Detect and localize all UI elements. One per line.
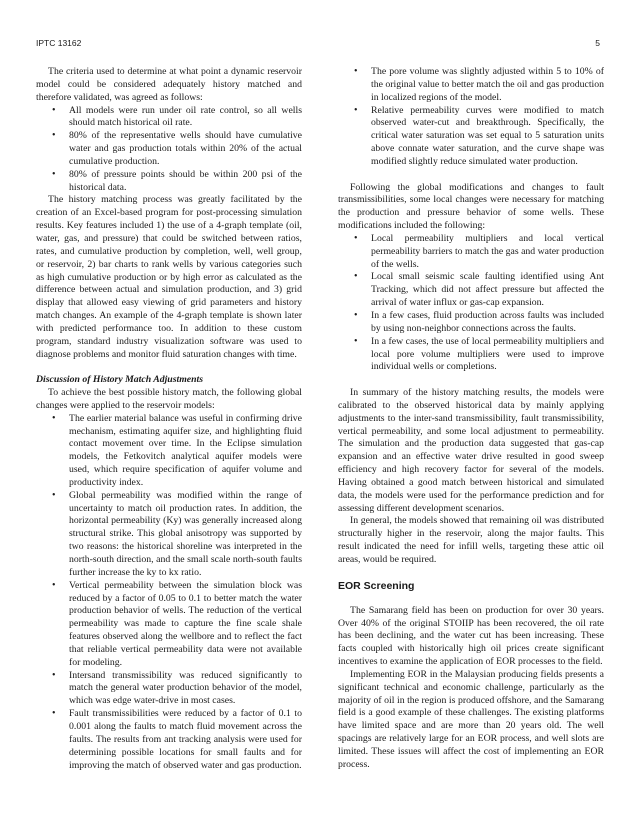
list-item: • Intersand transmissibility was reduced significantly to match the general water production behavior of the model, which was edge water-drive in most cases. xyxy=(36,670,302,709)
eor-challenges-paragraph: Implementing EOR in the Malaysian producing fields presents a significant technical and economic challenge, particularly as the majority of oil in the region is produced offshore, and the Samarang field is a good example of these challenges. The existing platforms have limited space and are more than 20 years old. The well spacings are relatively large for an EOR process, and well slots are limited. These issues will affect the cost of implementing an EOR process. xyxy=(338,668,604,770)
list-item: • In a few cases, the use of local permeability multipliers and local pore volume multipliers were used to improve individual wells or completions. xyxy=(338,336,604,375)
global-changes-list xyxy=(36,413,302,773)
paper-id: IPTC 13162 xyxy=(36,38,82,48)
list-item: • Global permeability was modified within the range of uncertainty to match oil production rates. In addition, the horizontal permeability (Ky) was generally increased along structural strike. This global anisotropy was supported by two reasons: the historical shoreline was interpreted in the north-south direction, and the small scale north-south faults further increase the ky to kx ratio. xyxy=(36,490,302,580)
eor-intro-paragraph: The Samarang field has been on production for over 30 years. Over 40% of the original STOIIP has been recovered, the oil rate has been declining, and the water cut has been increasing. These facts coupled with historically high oil prices create significant incentives to examine the application of EOR processes to the field. xyxy=(338,604,604,668)
list-item: • In a few cases, fluid production across faults was included by using non-neighbor connections across the faults. xyxy=(338,310,604,336)
list-item: • All models were run under oil rate control, so all wells should match historical oil rate. xyxy=(36,105,302,131)
list-item: • 80% of pressure points should be within 200 psi of the historical data. xyxy=(36,169,302,195)
list-item: • The earlier material balance was useful in confirming drive mechanism, estimating aquifer size, and highlighting fluid contact movement over time. In the Eclipse simulation models, the Fetkovitch analytical aquifer models were used, which require specification of aquifer volume and productivity index. xyxy=(36,413,302,490)
remaining-oil-paragraph: In general, the models showed that remaining oil was distributed structurally higher in the reservoir, along the major faults. This result indicated the need for infill wells, targeting these attic oil areas, would be required. xyxy=(338,515,604,565)
left-column xyxy=(36,66,302,772)
global-changes-list-continued xyxy=(338,66,604,169)
global-changes-intro: To achieve the best possible history match, the following global changes were applied to the reservoir models: xyxy=(36,387,302,411)
list-item: • 80% of the representative wells should have cumulative water and gas production totals within 20% of the actual cumulative production. xyxy=(36,130,302,169)
summary-paragraph: In summary of the history matching results, the models were calibrated to the observed historical data by mainly applying adjustments to the inter-sand transmissibility, fault transmissibility, vertical permeability, and some local adjustment to permeability. The simulation and the production data suggested that gas-cap expansion and an effective water drive resulted in good sweep efficiency and high recovery factor for several of the models. Having obtained a good match between historical and simulated data, the models were used for the performance prediction and for assessing different development scenarios. xyxy=(338,387,604,514)
local-changes-list xyxy=(338,233,604,374)
local-changes-intro: Following the global modifications and changes to fault transmissibilities, some local changes were necessary for matching the production and pressure behavior of some wells. These modifications included the following: xyxy=(338,181,604,232)
history-matching-paragraph: The history matching process was greatly facilitated by the creation of an Excel-based program for post-processing simulation results. Key features included 1) the use of a 4-graph template (oil, water, gas, and pressure) that could be switched between ratios, rates, and cumulative production by completion, well, well group, or reservoir, 2) bar charts to rank wells by various categories such as high cumulative production or by high error as calculated as the difference between actual and simulation production, and 3) grid display that allowed easy viewing of grid parameters and history match changes. An example of the 4-graph template is shown later with predicted performance too. In addition to these custom program, standard industry visualization software was used to diagnose problems and monitor fluid saturation changes with time. xyxy=(36,194,302,360)
list-item: • Local permeability multipliers and local vertical permeability barriers to match the gas and water production of the wells. xyxy=(338,233,604,272)
list-item: • The pore volume was slightly adjusted within 5 to 10% of the original value to better match the oil and gas production in localized regions of the model. xyxy=(338,66,604,105)
criteria-intro-paragraph: The criteria used to determine at what point a dynamic reservoir model could be considered adequately history matched and therefore validated, was agreed as follows: xyxy=(36,66,302,103)
list-item: • Vertical permeability between the simulation block was reduced by a factor of 0.05 to 0.1 to better match the water production behavior of wells. The reduction of the vertical permeability was made to capture the fine scale shale features observed along the wellbore and to reflect the fact that reliable vertical permeability data were not available for modeling. xyxy=(36,580,302,670)
page-header xyxy=(36,38,600,48)
list-item: • Fault transmissibilities were reduced by a factor of 0.1 to 0.001 along the faults to match fluid movement across the faults. The results from ant tracking analysis were used for determining possible locations for small faults and for improving the match of observed water and gas production. xyxy=(36,708,302,772)
list-item: • Local small seismic scale faulting identified using Ant Tracking, which did not affect pressure but affected the arrival of water influx or gas-cap expansion. xyxy=(338,271,604,310)
page-number: 5 xyxy=(595,38,600,48)
subsection-heading: Discussion of History Match Adjustments xyxy=(36,374,204,386)
section-heading: EOR Screening xyxy=(338,579,415,592)
list-item: • Relative permeability curves were modified to match observed water-cut and breakthrough. Specifically, the critical water saturation was set equal to 5 saturation units above connate water saturation, and the curve shape was modified slightly reduce simulated water production. xyxy=(338,105,604,169)
criteria-list xyxy=(36,105,302,195)
right-column xyxy=(338,66,604,772)
